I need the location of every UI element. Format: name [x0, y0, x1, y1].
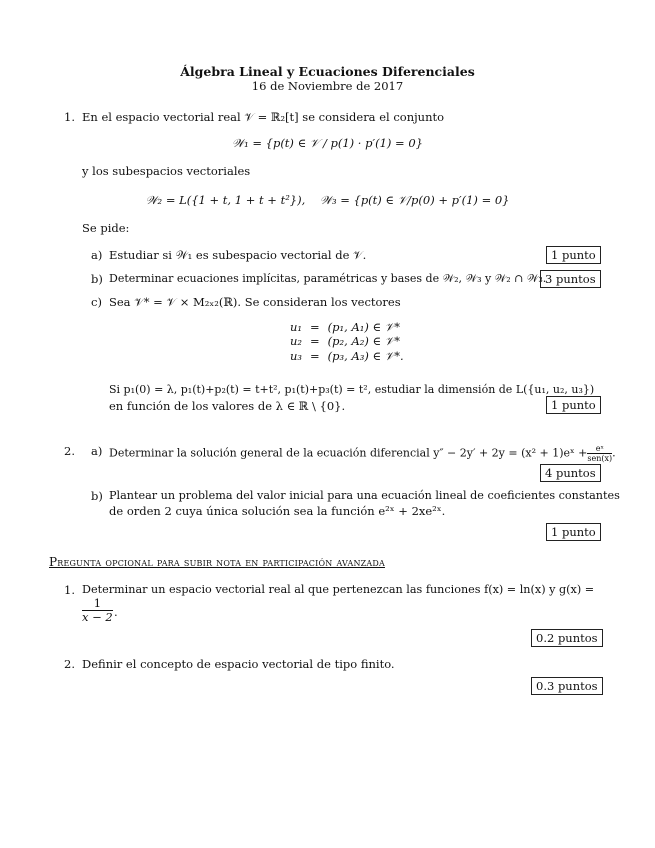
fraction-numerator: 1 — [82, 597, 113, 611]
q2a-label: a) — [91, 444, 103, 458]
vector-row-u3 — [286, 349, 408, 363]
opt-q2-number: 2. — [64, 657, 75, 671]
q1c-points-badge: 1 punto — [546, 396, 601, 414]
se-pide-label: Se pide: — [82, 221, 130, 235]
w2-w3-definition: 𝒲₂ = L({1 + t, 1 + t + t²}), 𝒲₃ = {p(t) ∈ 𝒱/p(0) + p′(1) = 0} — [145, 193, 510, 207]
q1b-label: b) — [91, 272, 103, 286]
opt-q1-period: . — [114, 605, 118, 619]
q1-intro: En el espacio vectorial real 𝒱 = ℝ₂[t] se considera el conjunto — [82, 110, 445, 124]
q1b-points-badge: 3 puntos — [540, 270, 601, 288]
q2b-line1: Plantear un problema del valor inicial para una ecuación lineal de coeficientes constantes — [109, 489, 620, 502]
opt-q1-points-badge: 0.2 puntos — [531, 629, 603, 647]
vector-lhs: u₁ — [290, 320, 303, 334]
fraction-denominator: x − 2 — [82, 610, 113, 624]
q1b-text: Determinar ecuaciones implícitas, paramétricas y bases de 𝒲₂, 𝒲₃ y 𝒲₂ ∩ 𝒲₃. — [109, 272, 547, 285]
vector-row-u1 — [286, 320, 408, 334]
vector-lhs: u₂ — [290, 334, 303, 349]
fraction-numerator: eˣ — [587, 444, 612, 454]
exam-date: 16 de Noviembre de 2017 — [251, 79, 404, 93]
q1c-label: c) — [91, 295, 102, 309]
q2a-points-badge: 4 puntos — [540, 464, 601, 482]
vector-eq: = — [310, 348, 320, 363]
vector-rhs: (p₁, A₁) ∈ 𝒱* — [327, 320, 400, 334]
q2b-line2: de orden 2 cuya única solución sea la función e²ˣ + 2xe²ˣ. — [109, 504, 446, 518]
vector-lhs: u₃ — [290, 348, 303, 363]
opt-q2-points-badge: 0.3 puntos — [531, 677, 603, 695]
w1-definition: 𝒲₁ = {p(t) ∈ 𝒱 / p(1) · p′(1) = 0} — [232, 136, 423, 150]
q2a-fraction — [587, 444, 612, 463]
vector-eq: = — [310, 334, 320, 349]
q2b-label: b) — [91, 489, 103, 503]
q1c-line2: en función de los valores de λ ∈ ℝ \ {0}. — [109, 399, 346, 413]
q2b-points-badge: 1 punto — [546, 523, 601, 541]
vector-rhs: (p₂, A₂) ∈ 𝒱* — [327, 334, 400, 349]
opt-q1-number: 1. — [64, 583, 75, 597]
optional-heading: Pregunta opcional para subir nota en participación avanzada — [49, 555, 385, 569]
q1a-points-badge: 1 punto — [546, 246, 601, 264]
q1a-text: Estudiar si 𝒲₁ es subespacio vectorial de 𝒱. — [109, 248, 367, 262]
fraction-denominator: sen(x) — [587, 454, 613, 463]
exam-title: Álgebra Lineal y Ecuaciones Diferenciales — [180, 64, 475, 79]
q1-number: 1. — [64, 110, 75, 124]
q1-subspaces-intro: y los subespacios vectoriales — [82, 164, 251, 178]
q2-number: 2. — [64, 444, 75, 458]
vector-row-u2 — [286, 334, 408, 348]
vectors-table — [286, 320, 408, 363]
opt-q2-text: Definir el concepto de espacio vectorial de tipo finito. — [82, 657, 395, 671]
q1a-label: a) — [91, 248, 103, 262]
vector-rhs: (p₃, A₃) ∈ 𝒱*. — [327, 348, 404, 363]
q2a-text-main: Determinar la solución general de la ecuación diferencial y″ − 2y′ + 2y = (x² + 1)eˣ + — [109, 446, 588, 460]
q1c-line1: Si p₁(0) = λ, p₁(t)+p₂(t) = t+t², p₁(t)+p₃(t) = t², estudiar la dimensión de L({u₁, u₂, u₃}) — [109, 383, 595, 396]
vector-eq: = — [310, 320, 320, 334]
opt-q1-fraction — [82, 597, 113, 624]
q2a-text: Determinar la solución general de la ecuación diferencial y″ − 2y′ + 2y = (x² + 1)eˣ + $\frac{\text{eˣ}}{\text{sen(x)}}$ . — [109, 444, 616, 463]
opt-q1-text: Determinar un espacio vectorial real al que pertenezcan las funciones f(x) = ln(x) y g(x) = — [82, 583, 595, 596]
q1c-text: Sea 𝒱* = 𝒱 × M₂ₓ₂(ℝ). Se consideran los vectores — [109, 295, 401, 309]
